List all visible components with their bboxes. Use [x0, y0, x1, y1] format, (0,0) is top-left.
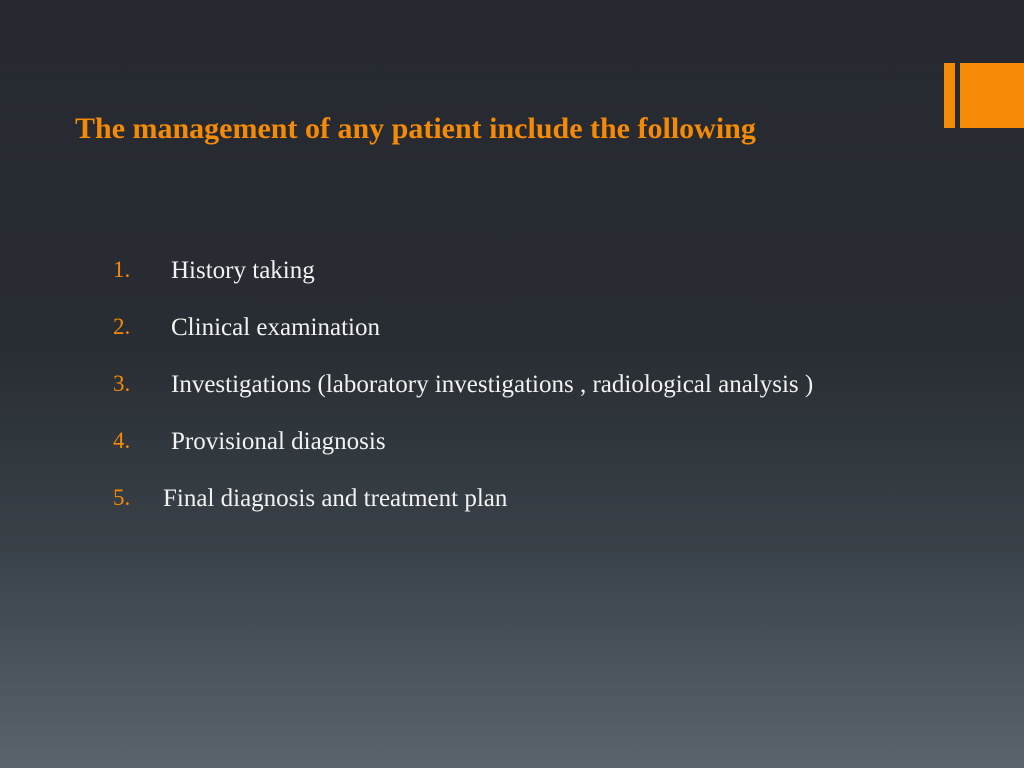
slide-title: The management of any patient include the following [75, 112, 756, 145]
accent-bar-wide [960, 63, 1024, 128]
accent-bars-icon [944, 63, 1024, 128]
list-item-text: Investigations (laboratory investigations , radiological analysis ) [171, 371, 814, 398]
list-item-text: Clinical examination [171, 314, 380, 341]
list-item-number: 4. [113, 428, 131, 453]
list-item-number: 2. [113, 314, 131, 339]
list-item-text: Final diagnosis and treatment plan [163, 485, 508, 512]
accent-bar-thin [944, 63, 955, 128]
list-item-text: Provisional diagnosis [171, 428, 386, 455]
list-item-number: 1. [113, 257, 131, 282]
list-item-number: 5. [113, 485, 131, 510]
list-item-text: History taking [171, 257, 315, 284]
list-item-number: 3. [113, 371, 131, 396]
